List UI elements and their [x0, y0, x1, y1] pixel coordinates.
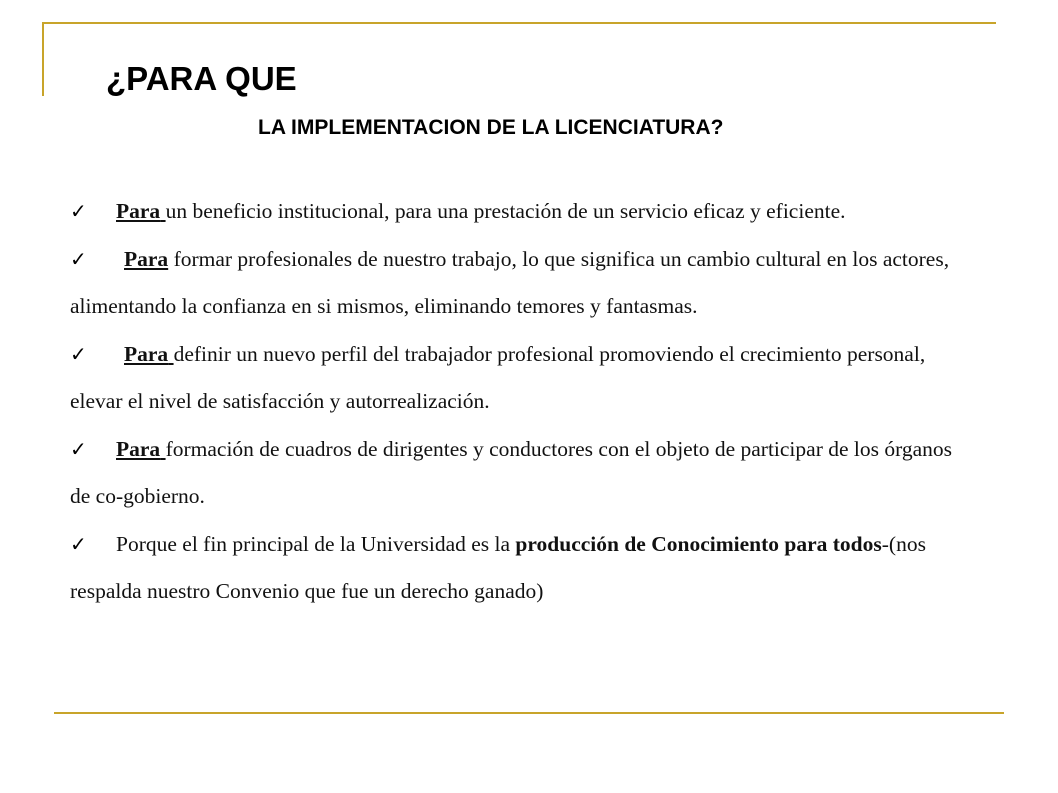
- frame-left-line: [42, 22, 44, 96]
- bullet-text: definir un nuevo perfil del trabajador profesional promoviendo el crecimiento personal, elevar el nivel de satisfacción y autorrealización.: [70, 341, 926, 413]
- bullet-lead: Para: [116, 199, 161, 223]
- bullet-text: un beneficio institucional, para una prestación de un servicio eficaz y eficiente.: [165, 199, 846, 223]
- bullet-item-2: [70, 236, 970, 331]
- bullet-list: [70, 188, 970, 616]
- bullet-text-after: -(nos respalda nuestro Convenio que fue un derecho ganado): [70, 531, 926, 603]
- check-icon: ✓: [70, 199, 87, 223]
- bullet-item-4: [70, 426, 970, 521]
- check-icon: ✓: [70, 531, 87, 556]
- bullet-lead: Para: [116, 436, 161, 461]
- bullet-item-3: [70, 331, 970, 426]
- bullet-text: Porque el fin principal de la Universidad es la: [116, 531, 511, 556]
- check-icon: ✓: [70, 436, 87, 461]
- bullet-bold-text: producción de Conocimiento para todos: [515, 531, 882, 556]
- slide-title: ¿PARA QUE: [106, 60, 297, 97]
- bullet-text: formar profesionales de nuestro trabajo, lo que significa un cambio cultural en los actores, alimentando la confianza en si mismos, eliminando temores y fantasmas.: [70, 246, 950, 318]
- bullet-item-5: [70, 521, 970, 616]
- bullet-item-1: [70, 188, 970, 236]
- check-icon: ✓: [70, 341, 87, 366]
- frame-top-line: [42, 22, 996, 24]
- frame-bottom-line: [54, 712, 1004, 714]
- check-icon: ✓: [70, 246, 87, 271]
- bullet-lead: Para: [124, 341, 169, 366]
- bullet-lead: Para: [124, 246, 169, 271]
- slide-subtitle: LA IMPLEMENTACION DE LA LICENCIATURA?: [258, 116, 724, 139]
- bullet-text: formación de cuadros de dirigentes y conductores con el objeto de participar de los órganos de co-gobierno.: [70, 436, 953, 508]
